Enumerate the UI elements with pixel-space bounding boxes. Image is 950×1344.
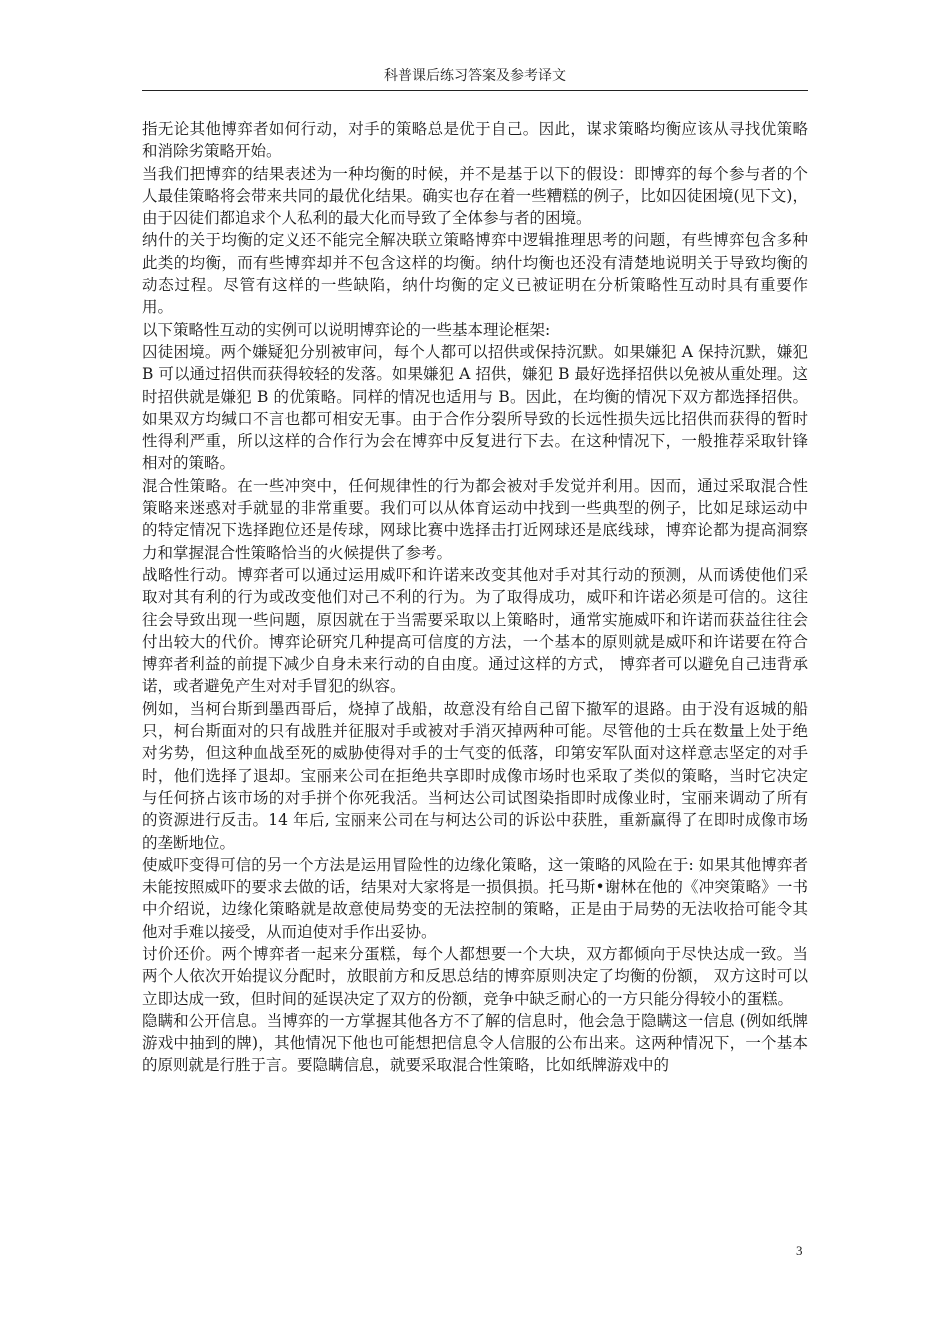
paragraph: 以下策略性互动的实例可以说明博弈论的一些基本理论框架:: [142, 320, 551, 339]
page-number: 3: [796, 1243, 803, 1258]
paragraph: 指无论其他博弈者如何行动，对手的策略总是优于自己。因此，谋求策略均衡应该从寻找优策略和消除劣策略开始。: [142, 120, 808, 161]
document-body: [142, 118, 808, 1077]
paragraph: 隐瞒和公开信息。当博弈的一方掌握其他各方不了解的信息时，他会急于隐瞒这一信息 (例如纸牌游戏中抽到的牌)，其他情况下他也可能想把信息令人信服的公布出来。这两种情况下，一个基本的原则就是行胜于言。要隐瞒信息，就要采取混合性策略，比如纸牌游戏中的: [142, 1011, 808, 1075]
paragraph: 纳什的关于均衡的定义还不能完全解决联立策略博弈中逻辑推理思考的问题，有些博弈包含多种此类的均衡，而有些博弈却并不包含这样的均衡。纳什均衡也还没有清楚地说明关于导致均衡的动态过程。尽管有这样的一些缺陷，纳什均衡的定义已被证明在分析策略性互动时具有重要作用。: [142, 231, 808, 317]
paragraph: 当我们把博弈的结果表述为一种均衡的时候，并不是基于以下的假设：即博弈的每个参与者的个人最佳策略将会带来共同的最优化结果。确实也存在着一些糟糕的例子，比如囚徒困境(见下文)，由于囚徒们都追求个人私利的最大化而导致了全体参与者的困境。: [142, 164, 808, 228]
paragraph: 混合性策略。在一些冲突中，任何规律性的行为都会被对手发觉并利用。因而，通过采取混合性策略来迷惑对手就显的非常重要。我们可以从体育运动中找到一些典型的例子，比如足球运动中的特定情况下选择跑位还是传球，网球比赛中选择击打近网球还是底线球，博弈论都为提高洞察力和掌握混合性策略恰当的火候提供了参考。: [142, 476, 808, 562]
paragraph: 例如，当柯台斯到墨西哥后，烧掉了战船，故意没有给自己留下撤军的退路。由于没有返城的船只，柯台斯面对的只有战胜并征服对手或被对手消灭掉两种可能。尽管他的士兵在数量上处于绝对劣势，但这种血战至死的威胁使得对手的士气变的低落，印第安军队面对这样意志坚定的对手时，他们选择了退却。宝丽来公司在拒绝共享即时成像市场时也采取了类似的策略，当时它决定与任何挤占该市场的对手拼个你死我活。当柯达公司试图染指即时成像业时，宝丽来调动了所有的资源进行反击。14 年后, 宝丽来公司在与柯达公司的诉讼中获胜，重新赢得了在即时成像市场的垄断地位。: [142, 699, 808, 852]
paragraph: 囚徒困境。两个嫌疑犯分别被审问，每个人都可以招供或保持沉默。如果嫌犯 A 保持沉默，嫌犯 B 可以通过招供而获得较轻的发落。如果嫌犯 A 招供，嫌犯 B 最好选择招供以免被从重处理。这时招供就是嫌犯 B 的优策略。同样的情况也适用与 B。因此，在均衡的情况下双方都选择招供。如果双方均缄口不言也都可相安无事。由于合作分裂所导致的长远性损失远比招供而获得的暂时性得利严重，所以这样的合作行为会在博弈中反复进行下去。在这种情况下，一般推荐采取针锋相对的策略。: [142, 342, 808, 473]
page-header: [142, 66, 808, 91]
paragraph: 使威吓变得可信的另一个方法是运用冒险性的边缘化策略，这一策略的风险在于: 如果其他博弈者未能按照威吓的要求去做的话，结果对大家将是一损俱损。托马斯•谢林在他的《冲突策略》一书中介绍说，边缘化策略就是故意使局势变的无法控制的策略，正是由于局势的无法收拾可能令其他对手难以接受，从而迫使对手作出妥协。: [142, 855, 808, 941]
paragraph: 战略性行动。博弈者可以通过运用威吓和许诺来改变其他对手对其行动的预测，从而诱使他们采取对其有利的行为或改变他们对己不利的行为。为了取得成功，威吓和许诺必须是可信的。这往往会导致出现一些问题，原因就在于当需要采取以上策略时，通常实施威吓和许诺而获益往往会付出较大的代价。博弈论研究几种提高可信度的方法，一个基本的原则就是威吓和许诺要在符合博弈者利益的前提下减少自身未来行动的自由度。通过这样的方式， 博弈者可以避免自己违背承诺，或者避免产生对对手冒犯的纵容。: [142, 565, 808, 696]
paragraph: 讨价还价。两个博弈者一起来分蛋糕，每个人都想要一个大块，双方都倾向于尽快达成一致。当两个人依次开始提议分配时，放眼前方和反思总结的博弈原则决定了均衡的份额， 双方这时可以立即达成一致，但时间的延误决定了双方的份额，竞争中缺乏耐心的一方只能分得较小的蛋糕。: [142, 944, 808, 1008]
header-title: 科普课后练习答案及参考译文: [384, 68, 566, 84]
